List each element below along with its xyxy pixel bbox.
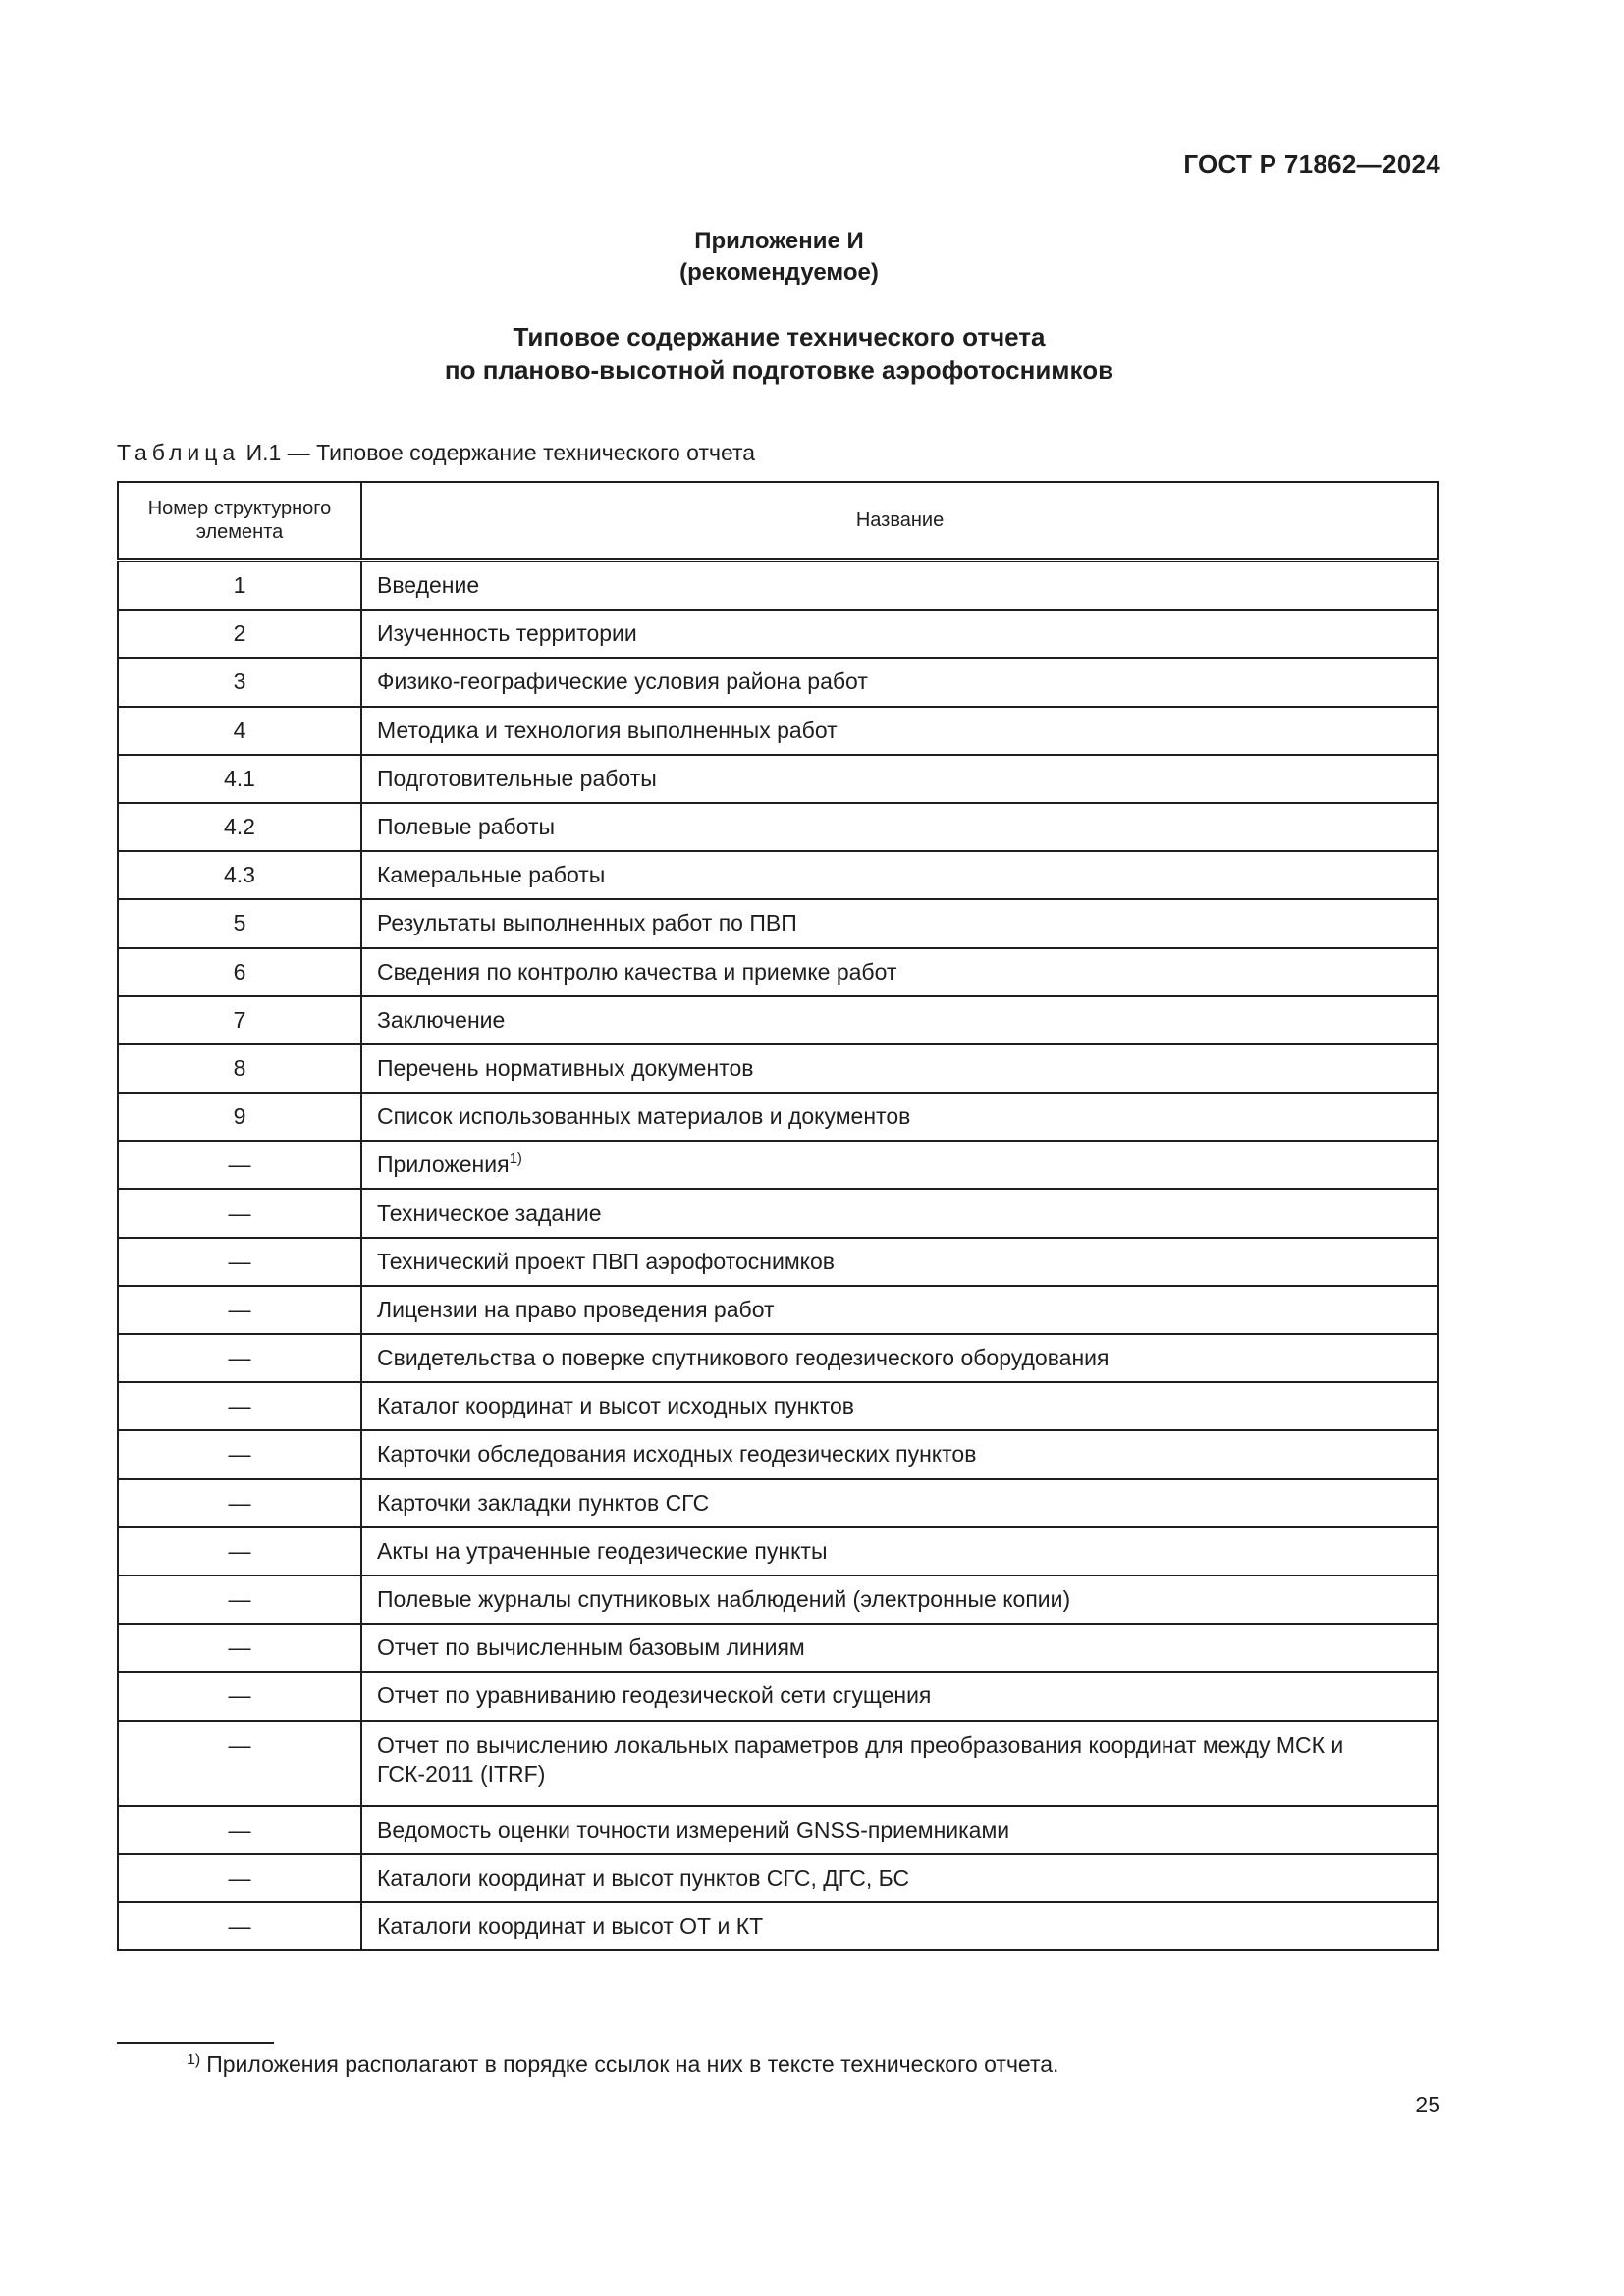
row-name [361,658,1438,706]
table-row [118,1334,1438,1382]
footnote [187,2052,1058,2078]
table-row [118,803,1438,851]
row-name-text: Каталоги координат и высот пунктов СГС, ДГС, БС [377,1864,910,1891]
footnote-text: Приложения располагают в порядке ссылок на них в тексте технического отчета. [206,2052,1059,2077]
table-row [118,1141,1438,1189]
row-number: — [118,1806,361,1854]
row-name [361,755,1438,803]
table-row [118,1806,1438,1854]
table-row [118,707,1438,755]
appendix-title: Приложение И [694,228,864,254]
row-name [361,1382,1438,1430]
row-name [361,1189,1438,1237]
table-row [118,658,1438,706]
header-number: Номер структурного элемента [118,482,361,561]
row-number: 1 [118,561,361,611]
table-row [118,610,1438,658]
row-name [361,707,1438,755]
row-number: — [118,1854,361,1902]
row-name-text: Перечень нормативных документов [377,1054,754,1081]
row-name-text: Карточки закладки пунктов СГС [377,1489,710,1516]
row-number: — [118,1479,361,1527]
row-number: — [118,1382,361,1430]
row-name [361,948,1438,996]
row-name [361,1238,1438,1286]
row-name-text: Заключение [377,1006,506,1033]
table-row [118,1624,1438,1672]
document-title-line2: по планово-высотной подготовке аэрофотоснимков [444,355,1114,385]
footnote-mark: 1) [187,2052,201,2068]
row-name [361,996,1438,1044]
row-name-text: Свидетельства о поверке спутникового геодезического оборудования [377,1345,1110,1371]
row-number: 9 [118,1093,361,1141]
row-number: — [118,1902,361,1950]
row-number: — [118,1575,361,1624]
table-row [118,1430,1438,1478]
table-row [118,1044,1438,1093]
row-name [361,1854,1438,1902]
row-name-text: Методика и технология выполненных работ [377,717,838,743]
row-number: 8 [118,1044,361,1093]
table-row [118,1238,1438,1286]
row-name-text: Ведомость оценки точности измерений GNSS-приемниками [377,1816,1010,1842]
row-name-text: Полевые журналы спутниковых наблюдений (электронные копии) [377,1586,1071,1613]
row-number: 5 [118,899,361,947]
table-row [118,1479,1438,1527]
table-row [118,1527,1438,1575]
footnote-ref: 1) [509,1150,522,1168]
row-number: — [118,1430,361,1478]
row-name-text: Список использованных материалов и документов [377,1103,911,1130]
row-name-text: Сведения по контролю качества и приемке работ [377,958,897,985]
row-name-text: Каталоги координат и высот ОТ и КТ [377,1912,764,1939]
table-caption [117,440,755,466]
table-row [118,851,1438,899]
row-number: 4.3 [118,851,361,899]
table-row [118,1902,1438,1950]
table-row [118,755,1438,803]
row-name-text: Каталог координат и высот исходных пунктов [377,1393,854,1419]
row-name-text: Технический проект ПВП аэрофотоснимков [377,1248,835,1274]
row-number: — [118,1527,361,1575]
row-name [361,1286,1438,1334]
row-name-text: Акты на утраченные геодезические пункты [377,1537,828,1564]
row-name-text: Отчет по уравниванию геодезической сети сгущения [377,1682,932,1709]
row-name [361,1430,1438,1478]
row-number: — [118,1721,361,1806]
row-name [361,1141,1438,1189]
row-name-text: Полевые работы [377,814,556,840]
row-name [361,610,1438,658]
row-name [361,803,1438,851]
row-name-text: Результаты выполненных работ по ПВП [377,910,797,936]
table-row [118,996,1438,1044]
row-name-text: Введение [377,572,480,599]
table-row [118,899,1438,947]
row-name-text: Изученность территории [377,620,637,647]
row-name-text: Отчет по вычислению локальных параметров для преобразования координат между МСК и ГСК-2011 (ITRF) [377,1732,1344,1787]
appendix-status: (рекомендуемое) [679,259,879,286]
row-name-text: Камеральные работы [377,862,606,888]
row-number: — [118,1189,361,1237]
row-name [361,1093,1438,1141]
row-name [361,899,1438,947]
table-header-row [118,482,1438,561]
row-number: — [118,1672,361,1720]
row-name [361,1575,1438,1624]
row-number: — [118,1238,361,1286]
row-name [361,1806,1438,1854]
row-name [361,561,1438,611]
row-name [361,1902,1438,1950]
row-name [361,1044,1438,1093]
content-table [117,481,1439,1951]
standard-code: ГОСТ Р 71862—2024 [1183,149,1440,179]
row-name [361,1479,1438,1527]
row-number: — [118,1624,361,1672]
row-name [361,1672,1438,1720]
page-number: 25 [1415,2092,1440,2117]
row-name-text: Техническое задание [377,1200,602,1226]
row-number: — [118,1286,361,1334]
row-name-text: Физико-географические условия района работ [377,668,868,695]
footnote-divider [117,2042,274,2044]
row-name-text: Приложения [377,1151,510,1178]
table-row [118,1093,1438,1141]
row-name-text: Карточки обследования исходных геодезических пунктов [377,1441,977,1468]
row-number: 3 [118,658,361,706]
row-number: — [118,1334,361,1382]
row-name [361,1527,1438,1575]
table-row [118,1721,1438,1806]
table-row [118,561,1438,611]
row-name [361,851,1438,899]
row-number: — [118,1141,361,1189]
row-name [361,1721,1438,1806]
table-row [118,1854,1438,1902]
table-row [118,1575,1438,1624]
row-name-text: Лицензии на право проведения работ [377,1296,775,1322]
table-row [118,1286,1438,1334]
table-row [118,1189,1438,1237]
document-title-line1: Типовое содержание технического отчета [513,322,1046,351]
row-name [361,1624,1438,1672]
table-caption-label: Таблица [117,440,241,465]
header-name: Название [361,482,1438,561]
row-number: 4 [118,707,361,755]
row-number: 4.1 [118,755,361,803]
row-number: 2 [118,610,361,658]
row-name-text: Отчет по вычисленным базовым линиям [377,1634,805,1661]
table-caption-text: И.1 — Типовое содержание технического отчета [245,440,756,465]
row-number: 7 [118,996,361,1044]
table-row [118,1672,1438,1720]
table-row [118,948,1438,996]
row-name-text: Подготовительные работы [377,765,657,791]
row-name [361,1334,1438,1382]
table-body [118,561,1438,1951]
row-number: 6 [118,948,361,996]
row-number: 4.2 [118,803,361,851]
table-row [118,1382,1438,1430]
